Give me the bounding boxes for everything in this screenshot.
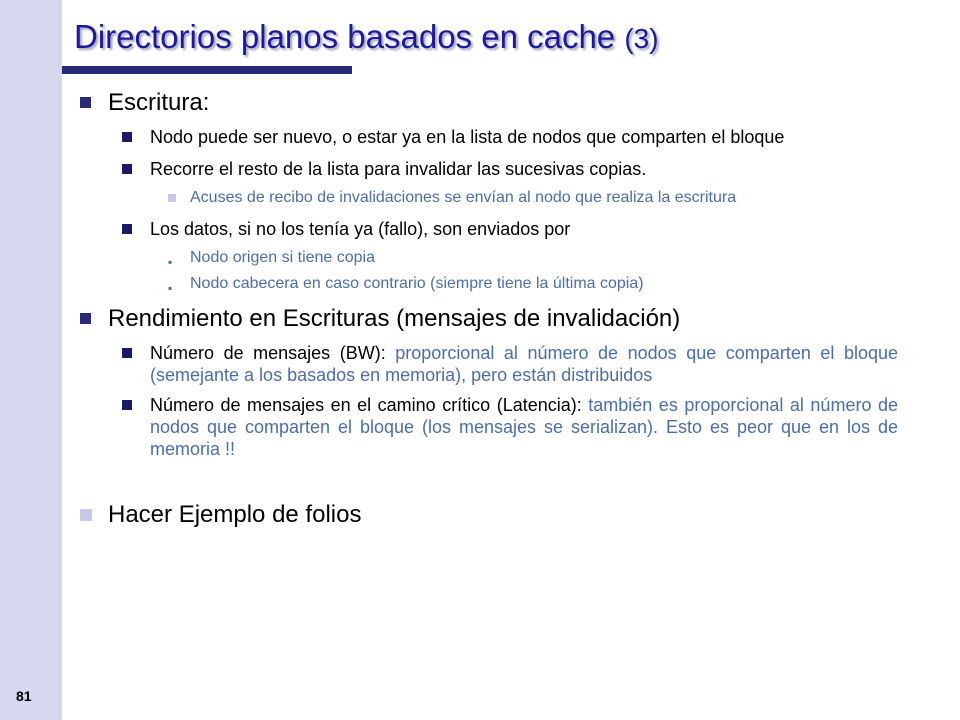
bullet-rend-a: Número de mensajes (BW): proporcional al número de nodos que comparten el bloque (semejante a los basados en memoria), pero están distribuidos	[78, 342, 898, 386]
bullet-esc-b1: Acuses de recibo de invalidaciones se envían al nodo que realiza la escritura	[78, 188, 898, 208]
bullet-esc-a: Nodo puede ser nuevo, o estar ya en la lista de nodos que comparten el bloque	[78, 126, 898, 148]
square-bullet-icon	[80, 313, 91, 324]
slide-content	[78, 84, 898, 530]
bullet-esc-b: Recorre el resto de la lista para invalidar las sucesivas copias.	[78, 158, 898, 180]
sidebar-band	[0, 0, 62, 720]
square-bullet-icon	[168, 194, 176, 202]
square-bullet-icon	[80, 509, 92, 521]
square-bullet-icon	[122, 348, 132, 358]
square-bullet-icon	[80, 97, 91, 108]
bullet-escritura: Escritura:	[78, 88, 898, 118]
square-bullet-icon	[122, 164, 132, 174]
square-bullet-icon	[122, 224, 132, 234]
page-number: 81	[16, 688, 32, 704]
title-underline	[62, 66, 352, 74]
small-square-bullet-icon: ▪	[168, 281, 173, 295]
square-bullet-icon	[122, 400, 132, 410]
slide-title	[74, 18, 659, 56]
title-text: Directorios planos basados en cache	[74, 18, 616, 55]
bullet-rendimiento: Rendimiento en Escrituras (mensajes de invalidación)	[78, 304, 898, 334]
square-bullet-icon	[122, 132, 132, 142]
small-square-bullet-icon: ▪	[168, 255, 173, 269]
bullet-rend-b: Número de mensajes en el camino crítico (Latencia): también es proporcional al número de nodos que comparten el bloque (los mensajes se serializan). Esto es peor que en los de memoria !!	[78, 394, 898, 460]
bullet-hacer: Hacer Ejemplo de folios	[78, 500, 898, 530]
bullet-esc-c1: ▪ Nodo origen si tiene copia	[78, 248, 898, 268]
bullet-esc-c2: ▪ Nodo cabecera en caso contrario (siempre tiene la última copia)	[78, 274, 898, 294]
title-number: (3)	[624, 23, 659, 54]
bullet-esc-c: Los datos, si no los tenía ya (fallo), son enviados por	[78, 218, 898, 240]
